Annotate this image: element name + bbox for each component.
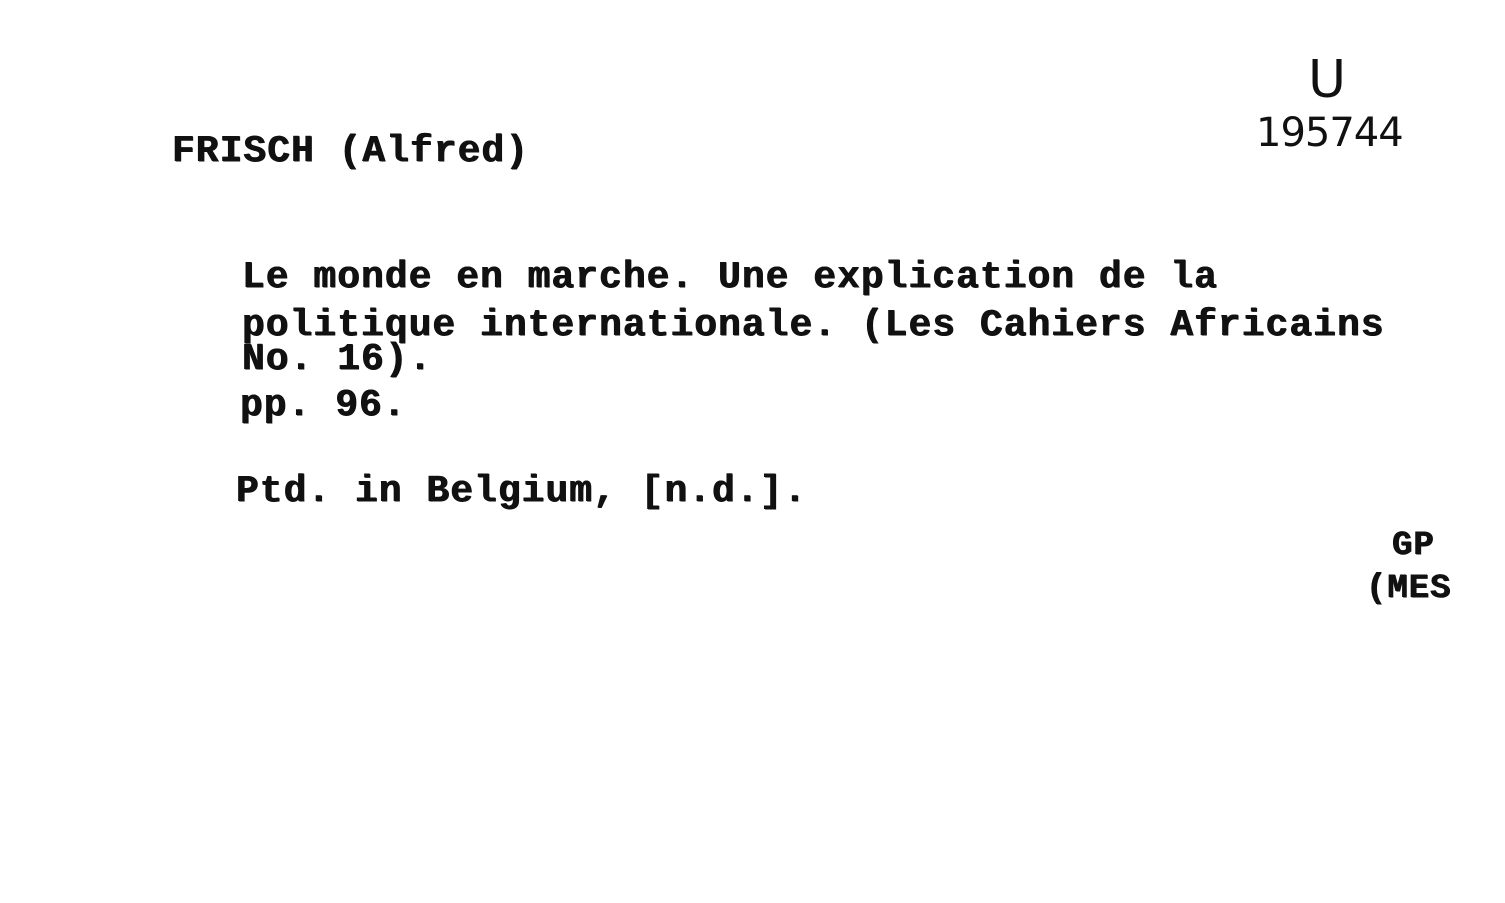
class-letter: U	[1308, 50, 1347, 110]
title-line: Le monde en marche. Une explication de la	[242, 256, 1218, 299]
location-code: (MES	[1366, 570, 1452, 608]
accession-number: 195744	[1256, 110, 1403, 156]
imprint-note: Ptd. in Belgium, [n.d.].	[236, 470, 808, 513]
pagination: pp. 96.	[240, 384, 407, 427]
title-line: No. 16).	[242, 338, 433, 381]
title-line: politique internationale. (Les Cahiers Africains	[242, 304, 1385, 347]
author-heading: FRISCH (Alfred)	[172, 130, 530, 173]
location-code: GP	[1392, 527, 1435, 565]
